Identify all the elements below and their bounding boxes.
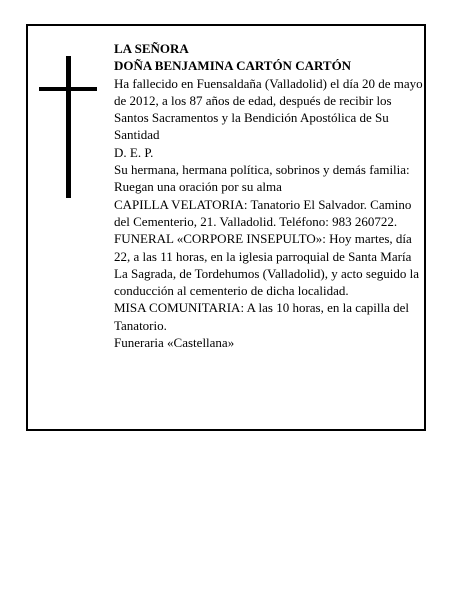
funeral-info: FUNERAL «CORPORE INSEPULTO»: Hoy martes, día 22, a las 11 horas, en la iglesia parroquial de Santa María La Sagrada, de Tordehumos (Valladolid), y acto seguido la conducción al cementerio de dicha localidad. (114, 231, 419, 299)
prayer-line: Ruegan una oración por su alma (114, 179, 282, 195)
notice-text-block (114, 40, 424, 351)
obituary-notice (26, 24, 426, 431)
funeral-home: Funeraria «Castellana» (114, 335, 235, 351)
mass-info: MISA COMUNITARIA: A las 10 horas, en la capilla del Tanatorio. (114, 300, 410, 333)
rip-line: D. E. P. (114, 144, 154, 160)
cross-horizontal-bar (39, 87, 97, 91)
cross-vertical-bar (66, 56, 71, 198)
deceased-name: DOÑA BENJAMINA CARTÓN CARTÓN (114, 58, 352, 74)
notice-title: LA SEÑORA (114, 41, 189, 56)
death-info: Ha fallecido en Fuensaldaña (Valladolid) el día 20 de mayo de 2012, a los 87 años de edad, después de recibir los Santos Sacramentos y la Bendición Apostólica de Su Santidad (114, 75, 423, 143)
family-line: Su hermana, hermana política, sobrinos y demás familia: (114, 162, 410, 178)
chapel-info: CAPILLA VELATORIA: Tanatorio El Salvador. Camino del Cementerio, 21. Valladolid. Teléfono: 983 260722. (114, 196, 412, 229)
